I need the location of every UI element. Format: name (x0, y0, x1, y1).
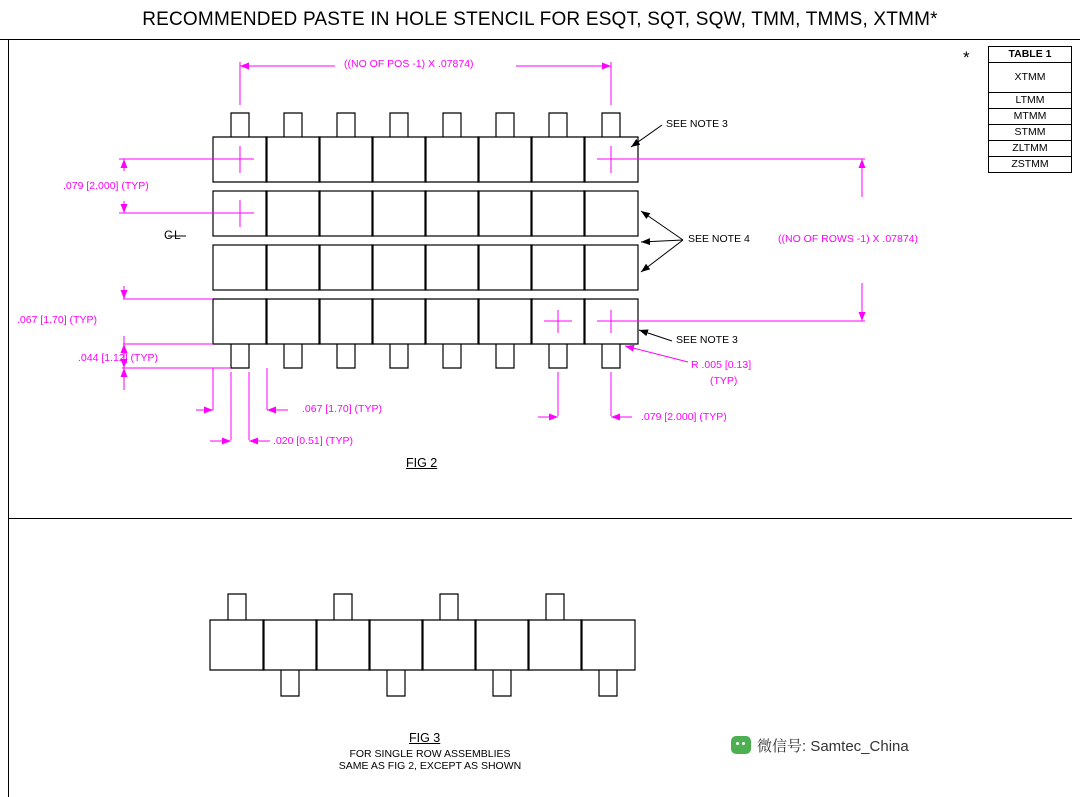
table-row: ZLTMM (989, 141, 1071, 157)
table-row: LTMM (989, 93, 1071, 109)
pad-row-1 (213, 113, 638, 182)
dim-col-pitch-label: .079 [2.000] (TYP) (641, 411, 727, 423)
dim-top-span-label: ((NO OF POS -1) X .07874) (344, 58, 474, 70)
note4-label: SEE NOTE 4 (688, 233, 750, 245)
fig2-label: FIG 2 (406, 456, 438, 470)
table-row: ZSTMM (1011, 158, 1049, 170)
dim-right-span-label: ((NO OF ROWS -1) X .07874) (778, 233, 919, 245)
table-row: XTMM (989, 63, 1071, 93)
fig3-label: FIG 3 (409, 731, 441, 745)
dim-corner-radius-label: R .005 [0.13] (691, 359, 752, 371)
table-row: STMM (989, 125, 1071, 141)
centerline-label: C L (164, 228, 180, 242)
note-leaders (631, 125, 683, 341)
pad-row-4 (213, 299, 638, 368)
page-title: RECOMMENDED PASTE IN HOLE STENCIL FOR ESQT, SQT, SQW, TMM, TMMS, XTMM* (142, 9, 938, 30)
watermark-text: 微信号: Samtec_China (757, 738, 909, 755)
dim-pad-width-left-label: .067 [1.70] (TYP) (17, 314, 97, 326)
leader-corner-radius (625, 346, 688, 362)
note3-bottom-label: SEE NOTE 3 (676, 334, 738, 346)
pad-row-3 (213, 245, 638, 290)
note3-top-label: SEE NOTE 3 (666, 118, 728, 130)
fig2-pad-array (213, 113, 638, 368)
table-row: MTMM (989, 109, 1071, 125)
fig3-note-line1: FOR SINGLE ROW ASSEMBLIES (349, 748, 511, 760)
dim-col-pitch (538, 372, 632, 417)
dim-tab-width (210, 372, 270, 441)
dim-pad-width-bottom (196, 368, 288, 410)
dim-tab-width-label: .020 [0.51] (TYP) (273, 435, 353, 447)
fig3-pad-array (210, 594, 635, 696)
table-1-header: TABLE 1 (989, 47, 1071, 63)
dim-row-pitch-label: .079 [2.000] (TYP) (63, 180, 149, 192)
dim-corner-radius-typ-label: (TYP) (710, 375, 738, 387)
fig3-note-line2: SAME AS FIG 2, EXCEPT AS SHOWN (338, 760, 522, 772)
pad-row-2 (213, 191, 638, 236)
dim-pad-width-bottom-label: .067 [1.70] (TYP) (302, 403, 382, 415)
dim-tab-length-label: .044 [1.12] (TYP) (78, 352, 158, 364)
dim-pad-width-left (123, 286, 213, 357)
wechat-icon (731, 736, 751, 754)
table-1 (988, 46, 1072, 173)
table-asterisk: * (963, 48, 970, 67)
